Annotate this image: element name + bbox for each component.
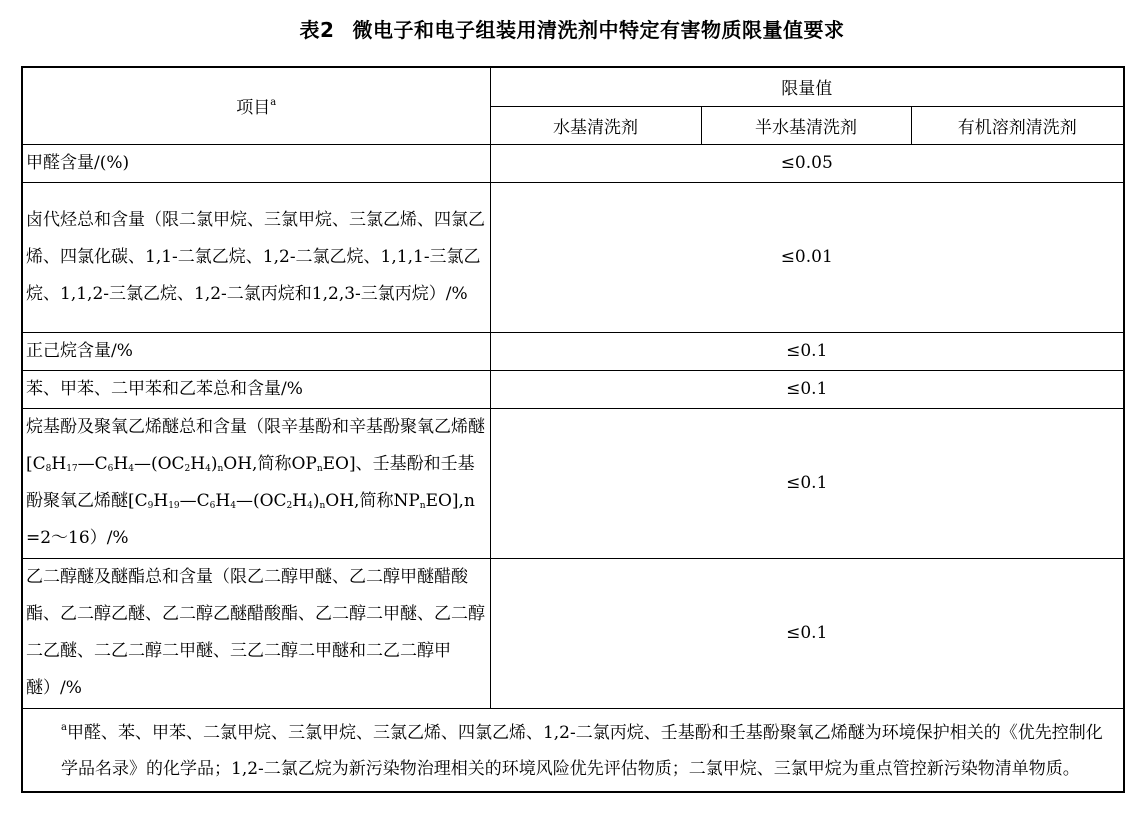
row-item: 苯、甲苯、二甲苯和乙苯总和含量/% — [22, 370, 490, 408]
limits-table — [21, 66, 1125, 793]
row-limit: ≤0.05 — [490, 144, 1124, 182]
table-row — [22, 370, 1124, 408]
table-row — [22, 558, 1124, 708]
footnote-text: 甲醛、苯、甲苯、二氯甲烷、三氯甲烷、三氯乙烯、四氯乙烯、1,2-二氯丙烷、壬基酚和壬基酚聚氧乙烯醚为环境保护相关的《优先控制化学品名录》的化学品；1,2-二氯乙烷为新污染物治理相关的环境风险优先评估物质；二氯甲烷、三氯甲烷为重点管控新污染物清单物质。 — [61, 722, 1103, 779]
row-limit: ≤0.1 — [490, 332, 1124, 370]
column-header-water: 水基清洗剂 — [490, 106, 701, 144]
item-header-footnote-mark: a — [270, 97, 277, 109]
row-item: 甲醛含量/(%) — [22, 144, 490, 182]
row-item: 卤代烃总和含量（限二氯甲烷、三氯甲烷、三氯乙烯、四氯乙烯、四氯化碳、1,1-二氯乙烷、1,2-二氯乙烷、1,1,1-三氯乙烷、1,1,2-三氯乙烷、1,2-二氯丙烷和1,2,3-三氯丙烷）/% — [22, 182, 490, 332]
table-row — [22, 332, 1124, 370]
header-row-1 — [22, 67, 1124, 106]
table-row — [22, 144, 1124, 182]
row-limit: ≤0.01 — [490, 182, 1124, 332]
footnote-row — [22, 708, 1124, 792]
item-header-label: 项目 — [236, 98, 271, 119]
row-limit: ≤0.1 — [490, 558, 1124, 708]
row-item: 烷基酚及聚氧乙烯醚总和含量（限辛基酚和辛基酚聚氧乙烯醚[$C_8H_{17}—C_6H_4—(OC_2H_4)_nOH$,简称$OP_nEO$]、壬基酚和壬基酚聚氧乙烯醚[$C_9H_{19}—C_6H_4—(OC_2H_4)_nOH$,简称$NP_nEO],n=2\sim 16)/\%$ — [22, 408, 490, 558]
row-limit: ≤0.1 — [490, 370, 1124, 408]
row-item: 乙二醇醚及醚酯总和含量（限乙二醇甲醚、乙二醇甲醚醋酸酯、乙二醇乙醚、乙二醇乙醚醋酸酯、乙二醇二甲醚、乙二醇二乙醚、二乙二醇二甲醚、三乙二醇二甲醚和二乙二醇甲醚）/% — [22, 558, 490, 708]
table-row — [22, 182, 1124, 332]
item-header-cell — [22, 67, 490, 144]
footnote — [22, 708, 1124, 792]
row-item: 正己烷含量/% — [22, 332, 490, 370]
limit-group-header: 限量值 — [490, 67, 1124, 106]
table-row — [22, 408, 1124, 558]
column-header-semi-water: 半水基清洗剂 — [701, 106, 911, 144]
footnote-mark: a — [61, 721, 67, 733]
table-title — [0, 14, 1144, 43]
row-limit: ≤0.1 — [490, 408, 1124, 558]
table-title-text: 微电子和电子组装用清洗剂中特定有害物质限量值要求 — [352, 18, 845, 42]
table-number: 表2 — [299, 18, 335, 42]
column-header-organic: 有机溶剂清洗剂 — [911, 106, 1124, 144]
